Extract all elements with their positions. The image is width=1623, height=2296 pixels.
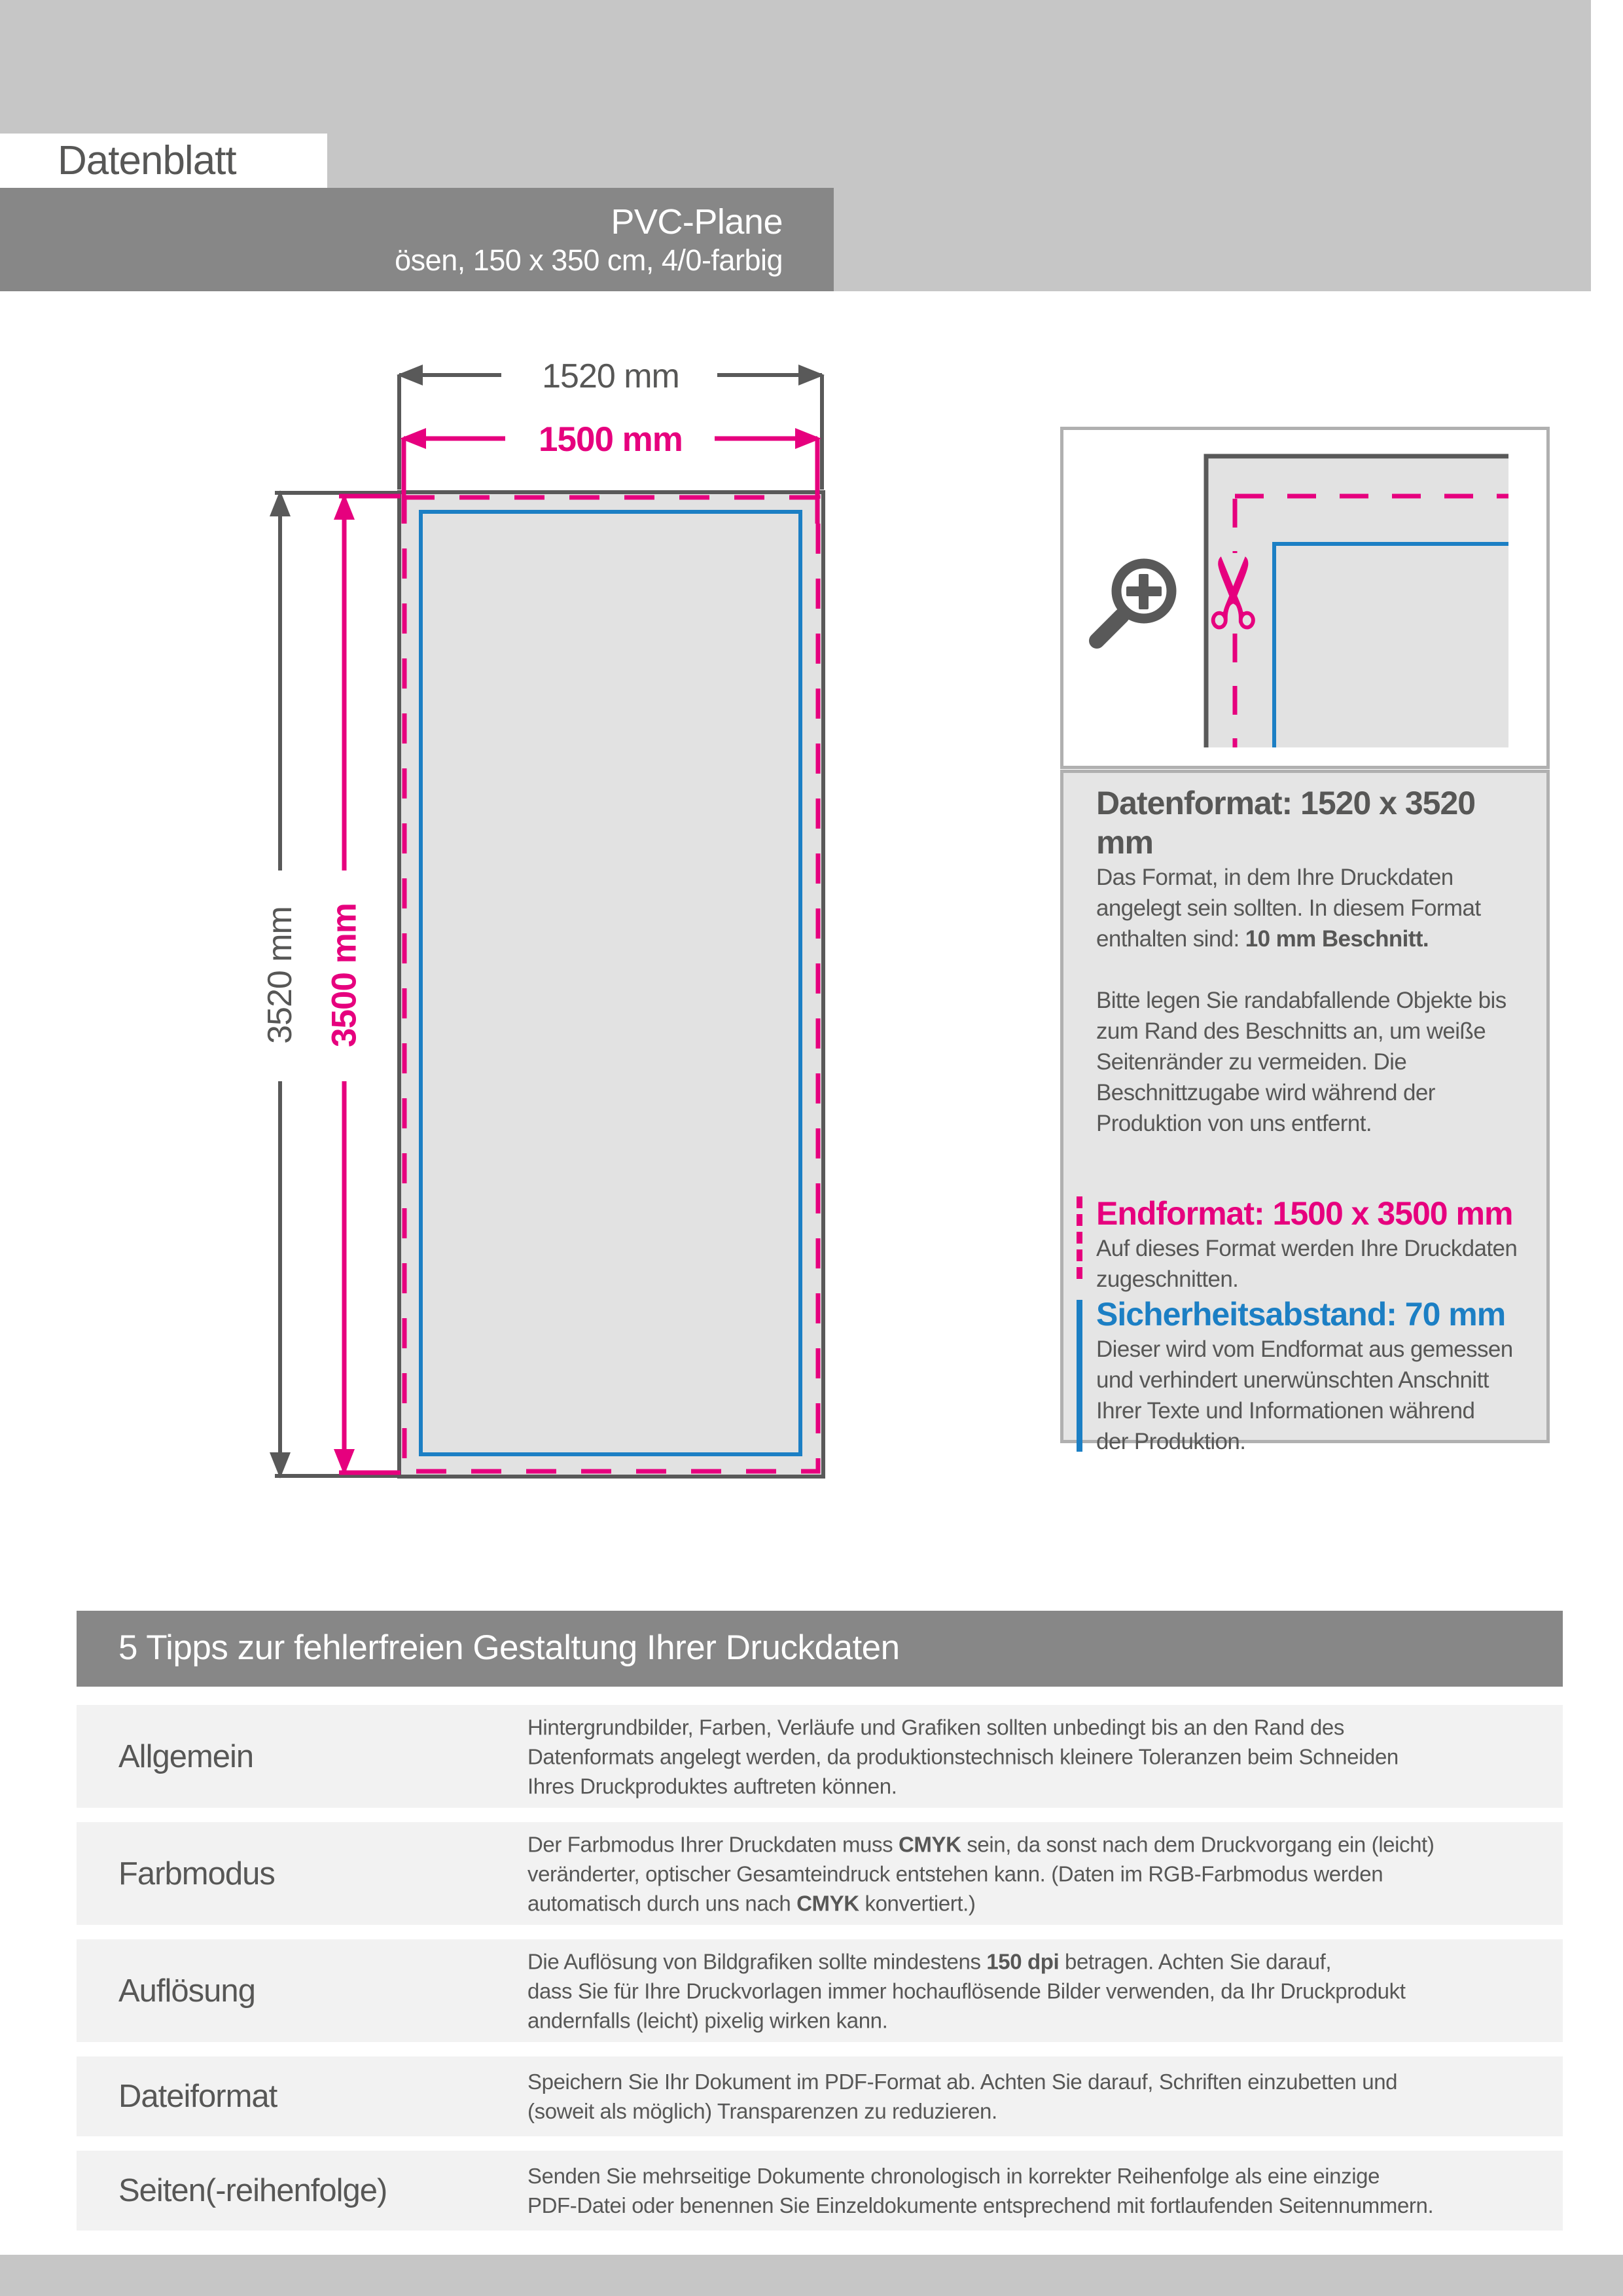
product-variant: ösen, 150 x 350 cm, 4/0-farbig xyxy=(395,243,783,277)
section-text-line: enthalten sind: 10 mm Beschnitt. xyxy=(1096,926,1429,952)
tip-text-line: dass Sie für Ihre Druckvorlagen immer hochauflösende Bilder verwenden, da Ihr Druckprodukt xyxy=(527,1979,1406,2003)
tip-text-line: Speichern Sie Ihr Dokument im PDF-Format ab. Achten Sie darauf, Schriften einzubetten und xyxy=(527,2070,1398,2094)
magnifier-icon xyxy=(1097,564,1171,641)
section-accent-bar xyxy=(1077,1196,1082,1279)
tip-text-line: Senden Sie mehrseitige Dokumente chronologisch in korrekter Reihenfolge als eine einzige xyxy=(527,2164,1380,2188)
tip-row xyxy=(77,2056,1563,2136)
tip-label: Dateiformat xyxy=(118,2079,277,2114)
section-heading: Endformat: 1500 x 3500 mm xyxy=(1096,1195,1513,1232)
section-text-line: Ihrer Texte und Informationen während xyxy=(1096,1398,1475,1424)
section-text-line: zugeschnitten. xyxy=(1096,1266,1239,1292)
section-text-line xyxy=(1096,954,1529,985)
tip-description xyxy=(527,2067,1397,2126)
section-text-line: Auf dieses Format werden Ihre Druckdaten xyxy=(1096,1236,1518,1261)
section-text-line: Seitenränder zu vermeiden. Die xyxy=(1096,1049,1407,1075)
tip-row xyxy=(77,1705,1563,1808)
dim-width-inner-label: 1500 mm xyxy=(539,420,683,459)
section-text-line: Das Format, in dem Ihre Druckdaten xyxy=(1096,865,1454,890)
info-section-datenformat xyxy=(1096,783,1529,1139)
tip-description xyxy=(527,2161,1433,2220)
section-text-line: Beschnittzugabe wird während der xyxy=(1096,1080,1435,1105)
tip-description xyxy=(527,1829,1434,1918)
section-text-line: angelegt sein sollten. In diesem Format xyxy=(1096,895,1481,921)
corner-detail-drawing xyxy=(1063,430,1546,766)
section-accent-bar xyxy=(1077,1300,1082,1452)
tip-row xyxy=(77,1822,1563,1925)
info-section-sicherheitsabstand xyxy=(1096,1295,1529,1457)
section-heading: Datenformat: 1520 x 3520 mm xyxy=(1096,785,1476,861)
tip-text-line: Ihres Druckproduktes auftreten können. xyxy=(527,1774,897,1798)
section-heading: Sicherheitsabstand: 70 mm xyxy=(1096,1296,1506,1333)
datenformat-rect xyxy=(399,492,823,1477)
tip-label: Allgemein xyxy=(118,1738,254,1774)
corner-title: Datenblatt xyxy=(58,138,236,183)
tip-text-line: Hintergrundbilder, Farben, Verläufe und Grafiken sollten unbedingt bis an den Rand des xyxy=(527,1715,1344,1739)
tip-text-line: Die Auflösung von Bildgrafiken sollte mindestens 150 dpi betragen. Achten Sie darauf, xyxy=(527,1949,1332,1973)
tips-title: 5 Tipps zur fehlerfreien Gestaltung Ihrer Druckdaten xyxy=(118,1628,900,1667)
footer-band xyxy=(0,2255,1623,2296)
tip-text-line: andernfalls (leicht) pixelig wirken kann. xyxy=(527,2008,888,2032)
product-name: PVC-Plane xyxy=(611,202,783,242)
tip-text-line: automatisch durch uns nach CMYK konvertiert.) xyxy=(527,1891,976,1915)
format-diagram xyxy=(216,334,877,1505)
tip-row xyxy=(77,2151,1563,2231)
section-text-line: Bitte legen Sie randabfallende Objekte bis xyxy=(1096,988,1507,1013)
tip-description xyxy=(527,1946,1406,2035)
tips-header-band xyxy=(77,1611,1563,1687)
tips-section xyxy=(77,1611,1563,2231)
tip-label: Auflösung xyxy=(118,1973,255,2009)
section-text-line: und verhindert unerwünschten Anschnitt xyxy=(1096,1367,1489,1393)
tip-description xyxy=(527,1712,1399,1801)
scissors-icon: ✂ xyxy=(1180,551,1290,634)
tip-text-line: Der Farbmodus Ihrer Druckdaten muss CMYK sein, da sonst nach dem Druckvorgang ein (leicht) xyxy=(527,1832,1435,1856)
corner-title-box xyxy=(0,134,327,188)
section-text-line: Dieser wird vom Endformat aus gemessen xyxy=(1096,1336,1513,1362)
dim-height-outer-label: 3520 mm xyxy=(261,906,299,1044)
section-text-line: zum Rand des Beschnitts an, um weiße xyxy=(1096,1018,1486,1044)
section-text-line: der Produktion. xyxy=(1096,1429,1246,1454)
tip-label: Seiten(-reihenfolge) xyxy=(118,2173,387,2208)
tip-text-line: veränderter, optischer Gesamteindruck entstehen kann. (Daten im RGB-Farbmodus werden xyxy=(527,1861,1383,1886)
product-title-band xyxy=(0,188,834,291)
tip-text-line: PDF-Datei oder benennen Sie Einzeldokumente entsprechend mit fortlaufenden Seitennummern. xyxy=(527,2193,1434,2217)
dim-width-outer-label: 1520 mm xyxy=(542,357,679,395)
tip-label: Farbmodus xyxy=(118,1856,275,1892)
tip-text-line: (soweit als möglich) Transparenzen zu reduzieren. xyxy=(527,2099,997,2123)
section-text-line: Produktion von uns entfernt. xyxy=(1096,1111,1372,1136)
format-info-panel xyxy=(1060,770,1550,1454)
dim-height-inner-label: 3500 mm xyxy=(325,903,364,1047)
tip-text-line: Datenformats angelegt werden, da produktionstechnisch kleinere Toleranzen beim Schneiden xyxy=(527,1744,1399,1768)
info-section-endformat xyxy=(1096,1194,1529,1295)
tip-row xyxy=(77,1939,1563,2042)
